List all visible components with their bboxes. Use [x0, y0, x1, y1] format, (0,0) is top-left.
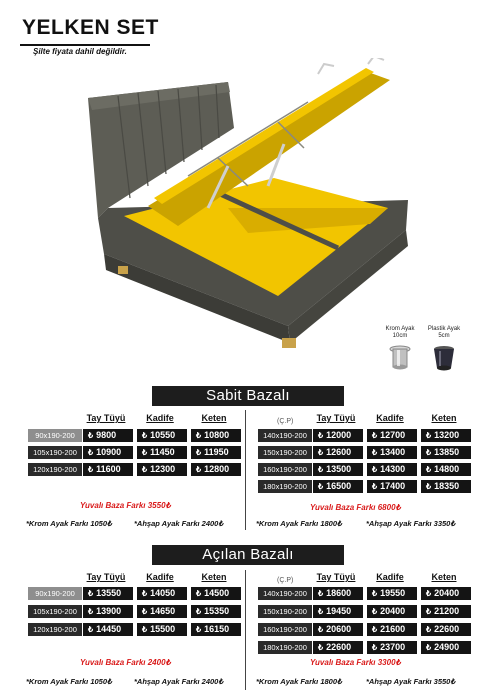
price-cell: ₺ 18350 [421, 480, 471, 493]
price-cell: ₺ 14300 [367, 463, 417, 476]
price-cell: ₺ 12800 [191, 463, 241, 476]
size-label: 120x190-200 [28, 463, 82, 476]
lira-icon: ₺ [426, 431, 432, 440]
size-label: 140x190-200 [258, 429, 312, 442]
cp-label: (Ç.P) [277, 418, 294, 425]
price-cell: ₺ 14500 [191, 587, 241, 600]
price-cell: ₺ 19550 [367, 587, 417, 600]
wood-foot-surcharge: *Ahşap Ayak Farkı 2400₺ [134, 519, 224, 528]
price-cell: ₺ 12300 [137, 463, 187, 476]
lira-icon: ₺ [142, 625, 148, 634]
price-cell: ₺ 13400 [367, 446, 417, 459]
size-label: 150x190-200 [258, 446, 312, 459]
lira-icon: ₺ [318, 625, 324, 634]
col-header-kadife: Kadife [146, 413, 174, 423]
lira-icon: ₺ [196, 431, 202, 440]
size-label: 140x190-200 [258, 587, 312, 600]
price-cell: ₺ 20400 [421, 587, 471, 600]
price-cell: ₺ 20400 [367, 605, 417, 618]
price-cell: ₺ 22600 [421, 623, 471, 636]
lira-icon: ₺ [196, 607, 202, 616]
price-cell: ₺ 15500 [137, 623, 187, 636]
lira-icon: ₺ [372, 431, 378, 440]
lira-icon: ₺ [196, 625, 202, 634]
lira-icon: ₺ [426, 625, 432, 634]
page-title: YELKEN SET [22, 16, 159, 39]
price-cell: ₺ 17400 [367, 480, 417, 493]
price-cell: ₺ 13550 [83, 587, 133, 600]
plastic-foot-option [414, 326, 474, 372]
col-header-keten: Keten [431, 413, 457, 423]
col-header-keten: Keten [431, 572, 457, 582]
price-cell: ₺ 20600 [313, 623, 363, 636]
price-cell: ₺ 18600 [313, 587, 363, 600]
lira-icon: ₺ [88, 465, 94, 474]
col-header-kadife: Kadife [146, 572, 174, 582]
mattress-disclaimer: Şilte fiyata dahil değildir. [33, 47, 127, 56]
lira-icon: ₺ [318, 589, 324, 598]
size-label: 105x190-200 [28, 605, 82, 618]
lira-icon: ₺ [372, 448, 378, 457]
price-cell: ₺ 11950 [191, 446, 241, 459]
col-header-tay-tuyu: Tay Tüyü [86, 572, 126, 582]
price-cell: ₺ 16500 [313, 480, 363, 493]
lira-icon: ₺ [142, 448, 148, 457]
size-label: 150x190-200 [258, 605, 312, 618]
lira-icon: ₺ [426, 607, 432, 616]
lira-icon: ₺ [142, 589, 148, 598]
plastic-leg-icon [432, 344, 456, 372]
price-cell: ₺ 13850 [421, 446, 471, 459]
price-cell: ₺ 23700 [367, 641, 417, 654]
lira-icon: ₺ [426, 482, 432, 491]
storage-bed-illustration [78, 58, 418, 358]
col-header-tay-tuyu: Tay Tüyü [316, 413, 356, 423]
price-cell: ₺ 12700 [367, 429, 417, 442]
size-label: 160x190-200 [258, 623, 312, 636]
price-cell: ₺ 21600 [367, 623, 417, 636]
lira-icon: ₺ [318, 431, 324, 440]
size-label: 90x190-200 [28, 429, 82, 442]
col-header-tay-tuyu: Tay Tüyü [86, 413, 126, 423]
lira-icon: ₺ [318, 482, 324, 491]
chrome-foot-surcharge: *Krom Ayak Farkı 1050₺ [26, 519, 112, 528]
price-cell: ₺ 14050 [137, 587, 187, 600]
lira-icon: ₺ [88, 448, 94, 457]
lira-icon: ₺ [426, 643, 432, 652]
wood-foot-surcharge: *Ahşap Ayak Farkı 3550₺ [366, 677, 456, 686]
lira-icon: ₺ [372, 589, 378, 598]
price-cell: ₺ 14800 [421, 463, 471, 476]
column-divider [245, 410, 246, 530]
slot-base-surcharge: Yuvalı Baza Farkı 3550₺ [80, 501, 171, 510]
size-label: 90x190-200 [28, 587, 82, 600]
col-header-keten: Keten [201, 572, 227, 582]
price-cell: ₺ 14450 [83, 623, 133, 636]
lira-icon: ₺ [318, 448, 324, 457]
price-cell: ₺ 11600 [83, 463, 133, 476]
chrome-foot-label: Krom Ayak [385, 326, 415, 332]
price-cell: ₺ 13500 [313, 463, 363, 476]
size-label: 105x190-200 [28, 446, 82, 459]
lira-icon: ₺ [426, 465, 432, 474]
wood-foot-surcharge: *Ahşap Ayak Farkı 3350₺ [366, 519, 456, 528]
col-header-kadife: Kadife [376, 572, 404, 582]
size-label: 120x190-200 [28, 623, 82, 636]
price-cell: ₺ 9800 [83, 429, 133, 442]
section-title-acilan-bazali: Açılan Bazalı [152, 545, 344, 565]
col-header-keten: Keten [201, 413, 227, 423]
column-divider [245, 570, 246, 690]
cp-label: (Ç.P) [277, 577, 294, 584]
lira-icon: ₺ [426, 589, 432, 598]
lira-icon: ₺ [88, 607, 94, 616]
lira-icon: ₺ [88, 589, 94, 598]
price-cell: ₺ 13200 [421, 429, 471, 442]
price-cell: ₺ 12600 [313, 446, 363, 459]
lira-icon: ₺ [372, 482, 378, 491]
lira-icon: ₺ [196, 589, 202, 598]
chrome-foot-surcharge: *Krom Ayak Farkı 1800₺ [256, 677, 342, 686]
plastic-foot-height: 5cm [438, 333, 450, 339]
price-cell: ₺ 24900 [421, 641, 471, 654]
slot-base-surcharge: Yuvalı Baza Farkı 3300₺ [310, 658, 401, 667]
lira-icon: ₺ [318, 465, 324, 474]
price-cell: ₺ 10800 [191, 429, 241, 442]
price-cell: ₺ 21200 [421, 605, 471, 618]
col-header-tay-tuyu: Tay Tüyü [316, 572, 356, 582]
lira-icon: ₺ [372, 625, 378, 634]
price-cell: ₺ 15350 [191, 605, 241, 618]
slot-base-surcharge: Yuvalı Baza Farkı 2400₺ [80, 658, 171, 667]
lira-icon: ₺ [142, 607, 148, 616]
wood-foot-surcharge: *Ahşap Ayak Farkı 2400₺ [134, 677, 224, 686]
bed-image [78, 58, 418, 358]
lira-icon: ₺ [196, 465, 202, 474]
price-cell: ₺ 14650 [137, 605, 187, 618]
size-label: 180x190-200 [258, 480, 312, 493]
slot-base-surcharge: Yuvalı Baza Farkı 6800₺ [310, 503, 401, 512]
lira-icon: ₺ [426, 448, 432, 457]
size-label: 160x190-200 [258, 463, 312, 476]
lira-icon: ₺ [318, 643, 324, 652]
chrome-foot-surcharge: *Krom Ayak Farkı 1050₺ [26, 677, 112, 686]
col-header-kadife: Kadife [376, 413, 404, 423]
chrome-foot-height: 10cm [392, 333, 408, 339]
price-cell: ₺ 16150 [191, 623, 241, 636]
price-cell: ₺ 11450 [137, 446, 187, 459]
lira-icon: ₺ [88, 431, 94, 440]
chrome-leg-icon [387, 344, 413, 372]
title-underline [20, 44, 150, 46]
lira-icon: ₺ [88, 625, 94, 634]
lira-icon: ₺ [196, 448, 202, 457]
lira-icon: ₺ [372, 465, 378, 474]
price-cell: ₺ 10900 [83, 446, 133, 459]
size-label: 180x190-200 [258, 641, 312, 654]
chrome-foot-surcharge: *Krom Ayak Farkı 1800₺ [256, 519, 342, 528]
lira-icon: ₺ [372, 607, 378, 616]
lira-icon: ₺ [142, 431, 148, 440]
lira-icon: ₺ [318, 607, 324, 616]
price-cell: ₺ 12000 [313, 429, 363, 442]
price-cell: ₺ 13900 [83, 605, 133, 618]
plastic-foot-label: Plastik Ayak [427, 326, 461, 332]
price-cell: ₺ 19450 [313, 605, 363, 618]
price-cell: ₺ 22600 [313, 641, 363, 654]
price-cell: ₺ 10550 [137, 429, 187, 442]
section-title-sabit-bazali: Sabit Bazalı [152, 386, 344, 406]
lira-icon: ₺ [372, 643, 378, 652]
lira-icon: ₺ [142, 465, 148, 474]
